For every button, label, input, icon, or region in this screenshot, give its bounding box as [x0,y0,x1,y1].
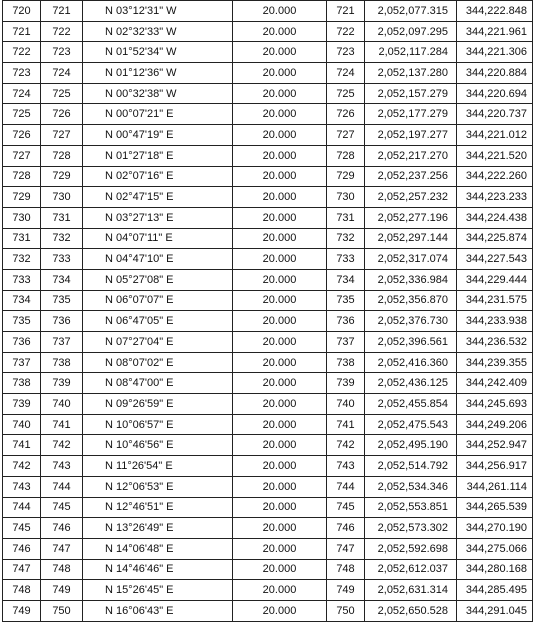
sighted-point-cell: 730 [41,187,83,208]
sighted-point-cell: 722 [41,21,83,42]
bearing-cell: N 03°12'31" W [83,1,233,22]
x-coordinate-cell: 344,231.575 [457,290,533,311]
coordinate-table [2,0,533,622]
y-coordinate-cell: 2,052,356.870 [365,290,457,311]
x-coordinate-cell: 344,220.884 [457,63,533,84]
station-cell: 728 [3,166,41,187]
x-coordinate-cell: 344,220.694 [457,83,533,104]
table-row [3,187,533,208]
sighted-point-cell: 743 [41,456,83,477]
vertex-cell: 750 [327,600,365,621]
station-cell: 732 [3,249,41,270]
vertex-cell: 747 [327,538,365,559]
distance-cell: 20.000 [233,332,327,353]
station-cell: 733 [3,269,41,290]
bearing-cell: N 04°47'10" E [83,249,233,270]
y-coordinate-cell: 2,052,416.360 [365,352,457,373]
station-cell: 734 [3,290,41,311]
table-row [3,352,533,373]
bearing-cell: N 00°47'19" E [83,125,233,146]
station-cell: 731 [3,228,41,249]
distance-cell: 20.000 [233,373,327,394]
distance-cell: 20.000 [233,600,327,621]
distance-cell: 20.000 [233,21,327,42]
station-cell: 727 [3,145,41,166]
station-cell: 741 [3,435,41,456]
table-row [3,518,533,539]
table-body [3,1,533,622]
bearing-cell: N 12°46'51" E [83,497,233,518]
station-cell: 747 [3,559,41,580]
distance-cell: 20.000 [233,414,327,435]
station-cell: 724 [3,83,41,104]
table-row [3,435,533,456]
x-coordinate-cell: 344,261.114 [457,476,533,497]
table-row [3,125,533,146]
vertex-cell: 722 [327,21,365,42]
y-coordinate-cell: 2,052,317.074 [365,249,457,270]
station-cell: 739 [3,394,41,415]
sighted-point-cell: 735 [41,290,83,311]
y-coordinate-cell: 2,052,257.232 [365,187,457,208]
x-coordinate-cell: 344,270.190 [457,518,533,539]
bearing-cell: N 13°26'49" E [83,518,233,539]
sighted-point-cell: 739 [41,373,83,394]
station-cell: 726 [3,125,41,146]
bearing-cell: N 02°47'15" E [83,187,233,208]
vertex-cell: 721 [327,1,365,22]
table-row [3,207,533,228]
vertex-cell: 749 [327,580,365,601]
bearing-cell: N 03°27'13" E [83,207,233,228]
vertex-cell: 740 [327,394,365,415]
y-coordinate-cell: 2,052,157.279 [365,83,457,104]
station-cell: 736 [3,332,41,353]
station-cell: 745 [3,518,41,539]
y-coordinate-cell: 2,052,650.528 [365,600,457,621]
vertex-cell: 744 [327,476,365,497]
y-coordinate-cell: 2,052,396.561 [365,332,457,353]
x-coordinate-cell: 344,233.938 [457,311,533,332]
distance-cell: 20.000 [233,42,327,63]
table-row [3,600,533,621]
bearing-cell: N 00°32'38" W [83,83,233,104]
vertex-cell: 727 [327,125,365,146]
bearing-cell: N 07°27'04" E [83,332,233,353]
station-cell: 744 [3,497,41,518]
table-row [3,42,533,63]
distance-cell: 20.000 [233,394,327,415]
bearing-cell: N 11°26'54" E [83,456,233,477]
x-coordinate-cell: 344,275.066 [457,538,533,559]
vertex-cell: 738 [327,352,365,373]
vertex-cell: 746 [327,518,365,539]
bearing-cell: N 08°07'02" E [83,352,233,373]
distance-cell: 20.000 [233,187,327,208]
x-coordinate-cell: 344,221.520 [457,145,533,166]
vertex-cell: 723 [327,42,365,63]
sighted-point-cell: 740 [41,394,83,415]
bearing-cell: N 16°06'43" E [83,600,233,621]
sighted-point-cell: 732 [41,228,83,249]
table-row [3,373,533,394]
distance-cell: 20.000 [233,559,327,580]
station-cell: 722 [3,42,41,63]
sighted-point-cell: 731 [41,207,83,228]
sighted-point-cell: 749 [41,580,83,601]
bearing-cell: N 04°07'11" E [83,228,233,249]
x-coordinate-cell: 344,222.260 [457,166,533,187]
station-cell: 746 [3,538,41,559]
x-coordinate-cell: 344,221.306 [457,42,533,63]
table-row [3,290,533,311]
station-cell: 723 [3,63,41,84]
vertex-cell: 743 [327,456,365,477]
distance-cell: 20.000 [233,207,327,228]
vertex-cell: 724 [327,63,365,84]
distance-cell: 20.000 [233,249,327,270]
station-cell: 740 [3,414,41,435]
bearing-cell: N 05°27'08" E [83,269,233,290]
bearing-cell: N 00°07'21" E [83,104,233,125]
vertex-cell: 736 [327,311,365,332]
y-coordinate-cell: 2,052,137.280 [365,63,457,84]
sighted-point-cell: 738 [41,352,83,373]
vertex-cell: 742 [327,435,365,456]
vertex-cell: 739 [327,373,365,394]
y-coordinate-cell: 2,052,197.277 [365,125,457,146]
vertex-cell: 726 [327,104,365,125]
bearing-cell: N 02°07'16" E [83,166,233,187]
sighted-point-cell: 721 [41,1,83,22]
bearing-cell: N 01°52'34" W [83,42,233,63]
x-coordinate-cell: 344,252.947 [457,435,533,456]
distance-cell: 20.000 [233,538,327,559]
y-coordinate-cell: 2,052,612.037 [365,559,457,580]
table-row [3,538,533,559]
table-row [3,332,533,353]
y-coordinate-cell: 2,052,553.851 [365,497,457,518]
bearing-cell: N 10°46'56" E [83,435,233,456]
sighted-point-cell: 734 [41,269,83,290]
vertex-cell: 729 [327,166,365,187]
y-coordinate-cell: 2,052,534.346 [365,476,457,497]
bearing-cell: N 02°32'33" W [83,21,233,42]
vertex-cell: 725 [327,83,365,104]
x-coordinate-cell: 344,285.495 [457,580,533,601]
distance-cell: 20.000 [233,269,327,290]
distance-cell: 20.000 [233,166,327,187]
distance-cell: 20.000 [233,125,327,146]
sighted-point-cell: 724 [41,63,83,84]
coordinate-table-page [2,0,532,622]
vertex-cell: 728 [327,145,365,166]
station-cell: 743 [3,476,41,497]
y-coordinate-cell: 2,052,631.314 [365,580,457,601]
sighted-point-cell: 727 [41,125,83,146]
x-coordinate-cell: 344,256.917 [457,456,533,477]
x-coordinate-cell: 344,291.045 [457,600,533,621]
station-cell: 720 [3,1,41,22]
sighted-point-cell: 725 [41,83,83,104]
vertex-cell: 737 [327,332,365,353]
distance-cell: 20.000 [233,83,327,104]
bearing-cell: N 09°26'59" E [83,394,233,415]
vertex-cell: 741 [327,414,365,435]
x-coordinate-cell: 344,242.409 [457,373,533,394]
x-coordinate-cell: 344,220.737 [457,104,533,125]
distance-cell: 20.000 [233,352,327,373]
x-coordinate-cell: 344,249.206 [457,414,533,435]
table-row [3,580,533,601]
table-row [3,476,533,497]
vertex-cell: 730 [327,187,365,208]
y-coordinate-cell: 2,052,097.295 [365,21,457,42]
station-cell: 742 [3,456,41,477]
sighted-point-cell: 745 [41,497,83,518]
vertex-cell: 732 [327,228,365,249]
table-row [3,83,533,104]
bearing-cell: N 12°06'53" E [83,476,233,497]
distance-cell: 20.000 [233,104,327,125]
bearing-cell: N 14°46'46" E [83,559,233,580]
station-cell: 721 [3,21,41,42]
y-coordinate-cell: 2,052,237.256 [365,166,457,187]
x-coordinate-cell: 344,245.693 [457,394,533,415]
sighted-point-cell: 729 [41,166,83,187]
x-coordinate-cell: 344,280.168 [457,559,533,580]
sighted-point-cell: 736 [41,311,83,332]
table-row [3,145,533,166]
y-coordinate-cell: 2,052,455.854 [365,394,457,415]
y-coordinate-cell: 2,052,495.190 [365,435,457,456]
bearing-cell: N 14°06'48" E [83,538,233,559]
bearing-cell: N 08°47'00" E [83,373,233,394]
bearing-cell: N 01°27'18" E [83,145,233,166]
y-coordinate-cell: 2,052,592.698 [365,538,457,559]
distance-cell: 20.000 [233,311,327,332]
sighted-point-cell: 747 [41,538,83,559]
station-cell: 725 [3,104,41,125]
distance-cell: 20.000 [233,435,327,456]
bearing-cell: N 06°07'07" E [83,290,233,311]
x-coordinate-cell: 344,223.233 [457,187,533,208]
y-coordinate-cell: 2,052,336.984 [365,269,457,290]
distance-cell: 20.000 [233,580,327,601]
table-row [3,497,533,518]
station-cell: 738 [3,373,41,394]
table-row [3,559,533,580]
station-cell: 737 [3,352,41,373]
sighted-point-cell: 741 [41,414,83,435]
distance-cell: 20.000 [233,145,327,166]
vertex-cell: 734 [327,269,365,290]
bearing-cell: N 01°12'36" W [83,63,233,84]
sighted-point-cell: 748 [41,559,83,580]
y-coordinate-cell: 2,052,277.196 [365,207,457,228]
vertex-cell: 731 [327,207,365,228]
sighted-point-cell: 750 [41,600,83,621]
vertex-cell: 748 [327,559,365,580]
distance-cell: 20.000 [233,476,327,497]
table-row [3,1,533,22]
sighted-point-cell: 728 [41,145,83,166]
sighted-point-cell: 726 [41,104,83,125]
y-coordinate-cell: 2,052,297.144 [365,228,457,249]
x-coordinate-cell: 344,227.543 [457,249,533,270]
table-row [3,63,533,84]
table-row [3,21,533,42]
station-cell: 748 [3,580,41,601]
sighted-point-cell: 723 [41,42,83,63]
sighted-point-cell: 746 [41,518,83,539]
table-row [3,166,533,187]
table-row [3,414,533,435]
sighted-point-cell: 737 [41,332,83,353]
x-coordinate-cell: 344,229.444 [457,269,533,290]
distance-cell: 20.000 [233,456,327,477]
table-row [3,311,533,332]
y-coordinate-cell: 2,052,376.730 [365,311,457,332]
station-cell: 730 [3,207,41,228]
distance-cell: 20.000 [233,290,327,311]
bearing-cell: N 15°26'45" E [83,580,233,601]
x-coordinate-cell: 344,225.874 [457,228,533,249]
x-coordinate-cell: 344,221.012 [457,125,533,146]
x-coordinate-cell: 344,239.355 [457,352,533,373]
x-coordinate-cell: 344,222.848 [457,1,533,22]
sighted-point-cell: 742 [41,435,83,456]
x-coordinate-cell: 344,265.539 [457,497,533,518]
y-coordinate-cell: 2,052,436.125 [365,373,457,394]
table-row [3,249,533,270]
y-coordinate-cell: 2,052,117.284 [365,42,457,63]
distance-cell: 20.000 [233,228,327,249]
y-coordinate-cell: 2,052,077.315 [365,1,457,22]
y-coordinate-cell: 2,052,177.279 [365,104,457,125]
y-coordinate-cell: 2,052,217.270 [365,145,457,166]
distance-cell: 20.000 [233,518,327,539]
sighted-point-cell: 733 [41,249,83,270]
y-coordinate-cell: 2,052,573.302 [365,518,457,539]
sighted-point-cell: 744 [41,476,83,497]
x-coordinate-cell: 344,236.532 [457,332,533,353]
table-row [3,228,533,249]
x-coordinate-cell: 344,221.961 [457,21,533,42]
station-cell: 729 [3,187,41,208]
station-cell: 749 [3,600,41,621]
vertex-cell: 733 [327,249,365,270]
y-coordinate-cell: 2,052,475.543 [365,414,457,435]
table-row [3,104,533,125]
distance-cell: 20.000 [233,497,327,518]
table-row [3,456,533,477]
bearing-cell: N 10°06'57" E [83,414,233,435]
distance-cell: 20.000 [233,63,327,84]
distance-cell: 20.000 [233,1,327,22]
table-row [3,394,533,415]
vertex-cell: 735 [327,290,365,311]
bearing-cell: N 06°47'05" E [83,311,233,332]
station-cell: 735 [3,311,41,332]
vertex-cell: 745 [327,497,365,518]
x-coordinate-cell: 344,224.438 [457,207,533,228]
y-coordinate-cell: 2,052,514.792 [365,456,457,477]
table-row [3,269,533,290]
